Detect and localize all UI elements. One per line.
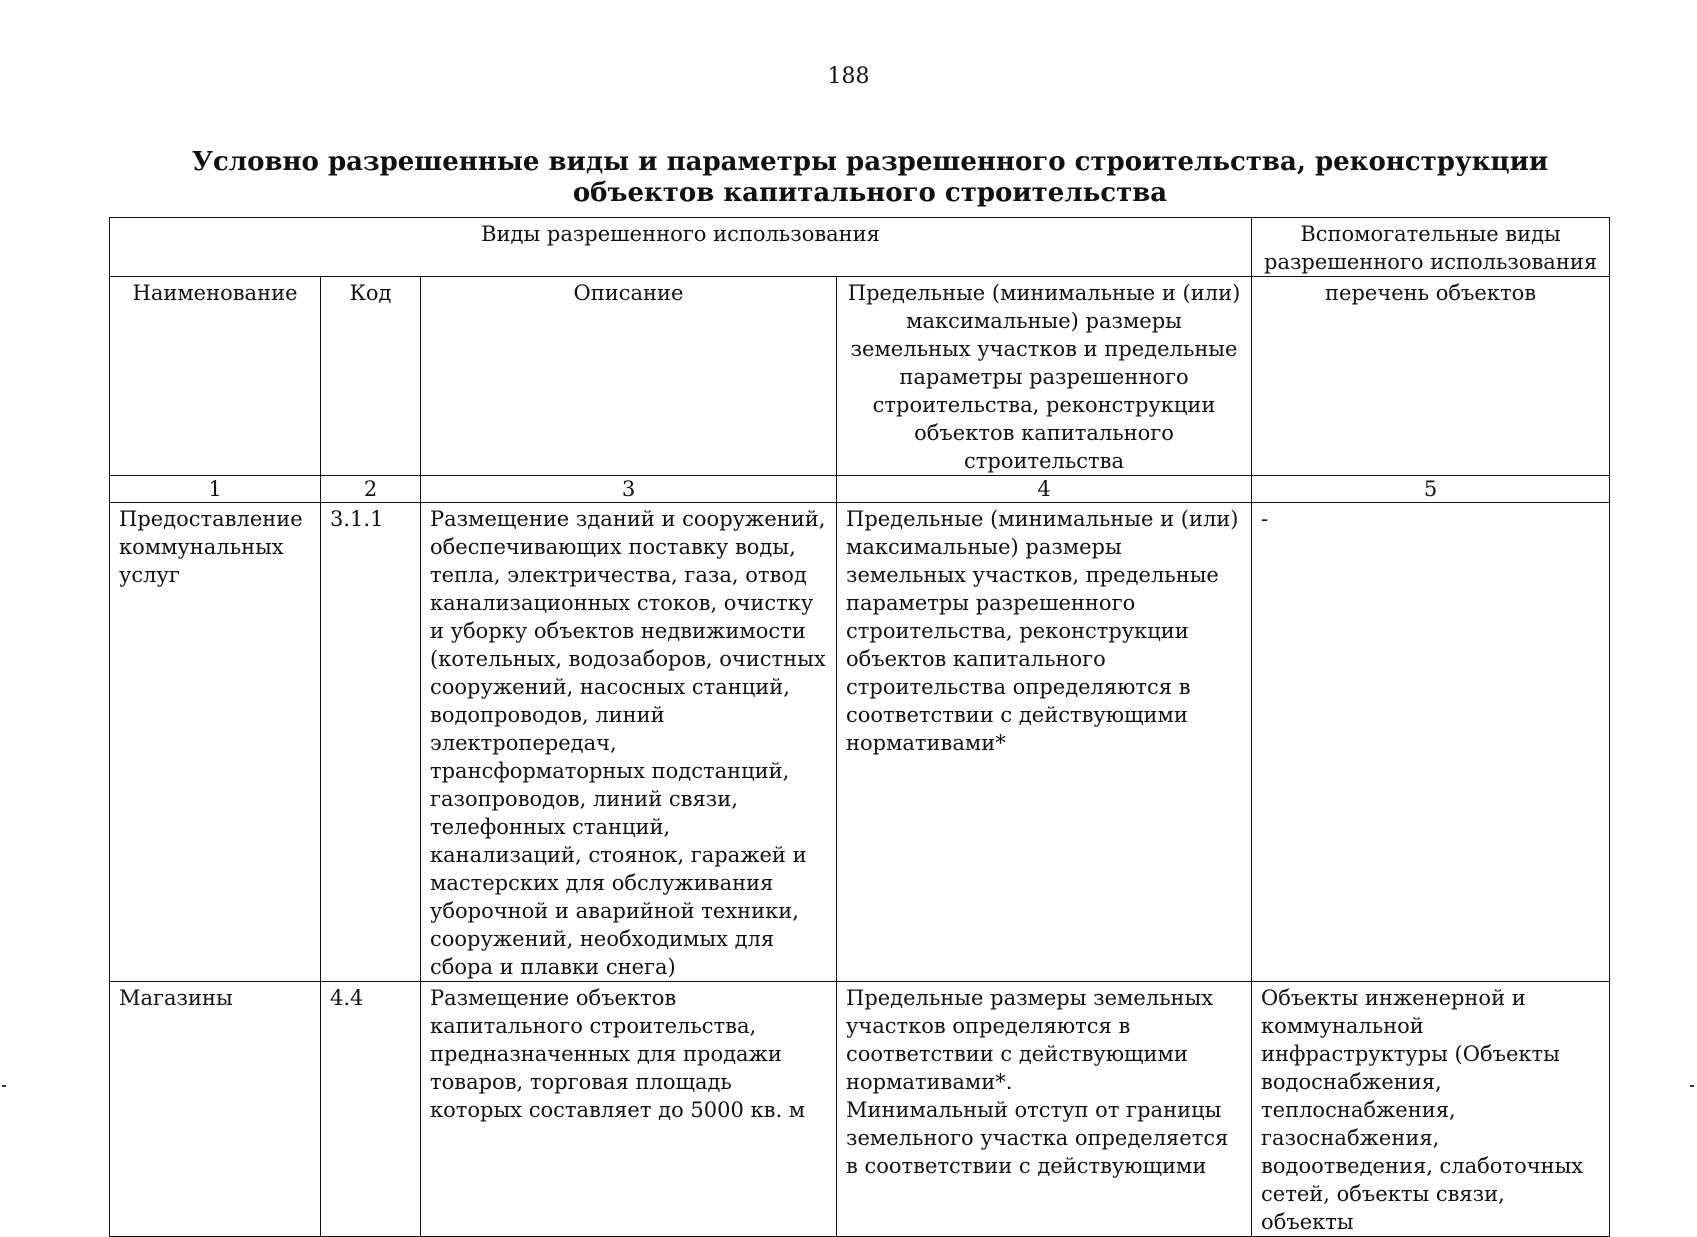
cell-auxiliary: -: [1252, 503, 1610, 982]
column-number: 2: [321, 476, 421, 503]
header-object-list: перечень объектов: [1252, 277, 1610, 476]
header-description: Описание: [421, 277, 837, 476]
scan-margin-mark: [2, 1085, 6, 1087]
column-number: 4: [837, 476, 1252, 503]
table-row: [110, 982, 1610, 1237]
cell-description: Размещение объектов капитального строительства, предназначенных для продажи товаров, торговая площадь которых составляет до 5000 кв. м: [421, 982, 837, 1237]
header-auxiliary-uses: Вспомогательные виды разрешенного использования: [1252, 218, 1610, 277]
header-name: Наименование: [110, 277, 321, 476]
cell-description: Размещение зданий и сооружений, обеспечивающих поставку воды, тепла, электричества, газа, отвод канализационных стоков, очистку и уборку объектов недвижимости (котельных, водозаборов, очистных сооружений, насосных станций, водопроводов, линий электропередач, трансформаторных подстанций, газопроводов, линий связи, телефонных станций, канализаций, стоянок, гаражей и мастерских для обслуживания уборочной и аварийной техники, сооружений, необходимых для сбора и плавки снега): [421, 503, 837, 982]
scan-margin-mark: [1690, 1085, 1694, 1087]
header-limits: Предельные (минимальные и (или) максимальные) размеры земельных участков и предельные параметры разрешенного строительства, реконструкции объектов капитального строительства: [837, 277, 1252, 476]
table-header-group-row: [110, 218, 1610, 277]
table-header-row: [110, 277, 1610, 476]
header-code: Код: [321, 277, 421, 476]
cell-auxiliary: Объекты инженерной и коммунальной инфраструктуры (Объекты водоснабжения, теплоснабжения, газоснабжения, водоотведения, слаботочных сетей, объекты связи, объекты: [1252, 982, 1610, 1237]
table-row: [110, 503, 1610, 982]
column-number-row: [110, 476, 1610, 503]
column-number: 1: [110, 476, 321, 503]
cell-limits: Предельные (минимальные и (или) максимальные) размеры земельных участков, предельные параметры разрешенного строительства, реконструкции объектов капитального строительства определяются в соответствии с действующими нормативами*: [837, 503, 1252, 982]
cell-code: 3.1.1: [321, 503, 421, 982]
cell-name: Предоставление коммунальных услуг: [110, 503, 321, 982]
document-title: Условно разрешенные виды и параметры разрешенного строительства, реконструкции объектов капитального строительства: [191, 147, 1549, 208]
header-permitted-uses: Виды разрешенного использования: [110, 218, 1252, 277]
cell-code: 4.4: [321, 982, 421, 1237]
column-number: 3: [421, 476, 837, 503]
column-number: 5: [1252, 476, 1610, 503]
cell-name: Магазины: [110, 982, 321, 1237]
regulations-table: [109, 217, 1610, 1237]
page-number: 188: [827, 64, 870, 89]
cell-limits: Предельные размеры земельных участков определяются в соответствии с действующими нормативами*. Минимальный отступ от границы земельного участка определяется в соответствии с действующими: [837, 982, 1252, 1237]
